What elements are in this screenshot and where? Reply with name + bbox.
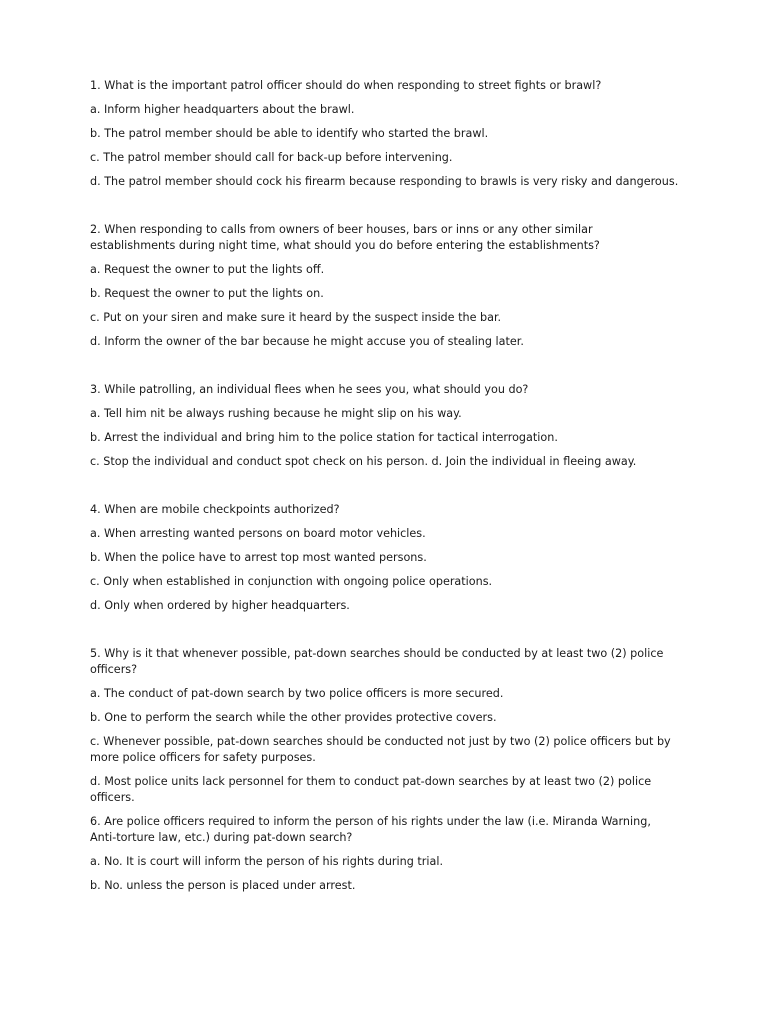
answer-option-d: d. The patrol member should cock his firearm because responding to brawls is very risky and dangerous.: [90, 175, 679, 188]
answer-option-c: c. Whenever possible, pat-down searches should be conducted not just by two (2) police officers but by more police officers for safety purposes.: [90, 735, 671, 764]
spacer: [90, 198, 680, 222]
answer-option-d: d. Only when ordered by higher headquarters.: [90, 599, 350, 612]
question-block-2: [90, 222, 680, 350]
answer-option-b: b. One to perform the search while the other provides protective covers.: [90, 711, 497, 724]
answer-option-b: b. Request the owner to put the lights on.: [90, 287, 324, 300]
answer-option-b: b. No. unless the person is placed under arrest.: [90, 879, 356, 892]
question-text: 2. When responding to calls from owners of beer houses, bars or inns or any other similar establishments during night time, what should you do before entering the establishments?: [90, 223, 600, 252]
answer-option-b: b. When the police have to arrest top most wanted persons.: [90, 551, 427, 564]
spacer: [90, 478, 680, 502]
answer-option-c-d: c. Stop the individual and conduct spot check on his person. d. Join the individual in fleeing away.: [90, 455, 637, 468]
answer-option-c: c. Only when established in conjunction with ongoing police operations.: [90, 575, 493, 588]
question-block-3: [90, 382, 680, 470]
answer-option-a: a. No. It is court will inform the person of his rights during trial.: [90, 855, 444, 868]
document-body: [90, 78, 680, 902]
answer-option-a: a. The conduct of pat-down search by two police officers is more secured.: [90, 687, 504, 700]
question-block-1: [90, 78, 680, 190]
answer-option-a: a. Inform higher headquarters about the brawl.: [90, 103, 355, 116]
question-text: 4. When are mobile checkpoints authorized?: [90, 503, 340, 516]
spacer: [90, 622, 680, 646]
answer-option-a: a. When arresting wanted persons on board motor vehicles.: [90, 527, 426, 540]
question-block-5: [90, 646, 680, 806]
answer-option-d: d. Inform the owner of the bar because he might accuse you of stealing later.: [90, 335, 524, 348]
question-block-6: [90, 814, 680, 894]
answer-option-b: b. The patrol member should be able to identify who started the brawl.: [90, 127, 489, 140]
question-text: 3. While patrolling, an individual flees when he sees you, what should you do?: [90, 383, 529, 396]
question-text: 1. What is the important patrol officer should do when responding to street fights or brawl?: [90, 79, 602, 92]
answer-option-d: d. Most police units lack personnel for them to conduct pat-down searches by at least two (2) police officers.: [90, 775, 652, 804]
question-block-4: [90, 502, 680, 614]
answer-option-c: c. Put on your siren and make sure it heard by the suspect inside the bar.: [90, 311, 502, 324]
question-text: 5. Why is it that whenever possible, pat-down searches should be conducted by at least two (2) police officers?: [90, 647, 664, 676]
answer-option-a: a. Request the owner to put the lights off.: [90, 263, 325, 276]
answer-option-c: c. The patrol member should call for back-up before intervening.: [90, 151, 453, 164]
spacer: [90, 358, 680, 382]
question-text: 6. Are police officers required to inform the person of his rights under the law (i.e. Miranda Warning, Anti-torture law, etc.) during pat-down search?: [90, 815, 651, 844]
answer-option-a: a. Tell him nit be always rushing because he might slip on his way.: [90, 407, 462, 420]
answer-option-b: b. Arrest the individual and bring him to the police station for tactical interrogation.: [90, 431, 558, 444]
